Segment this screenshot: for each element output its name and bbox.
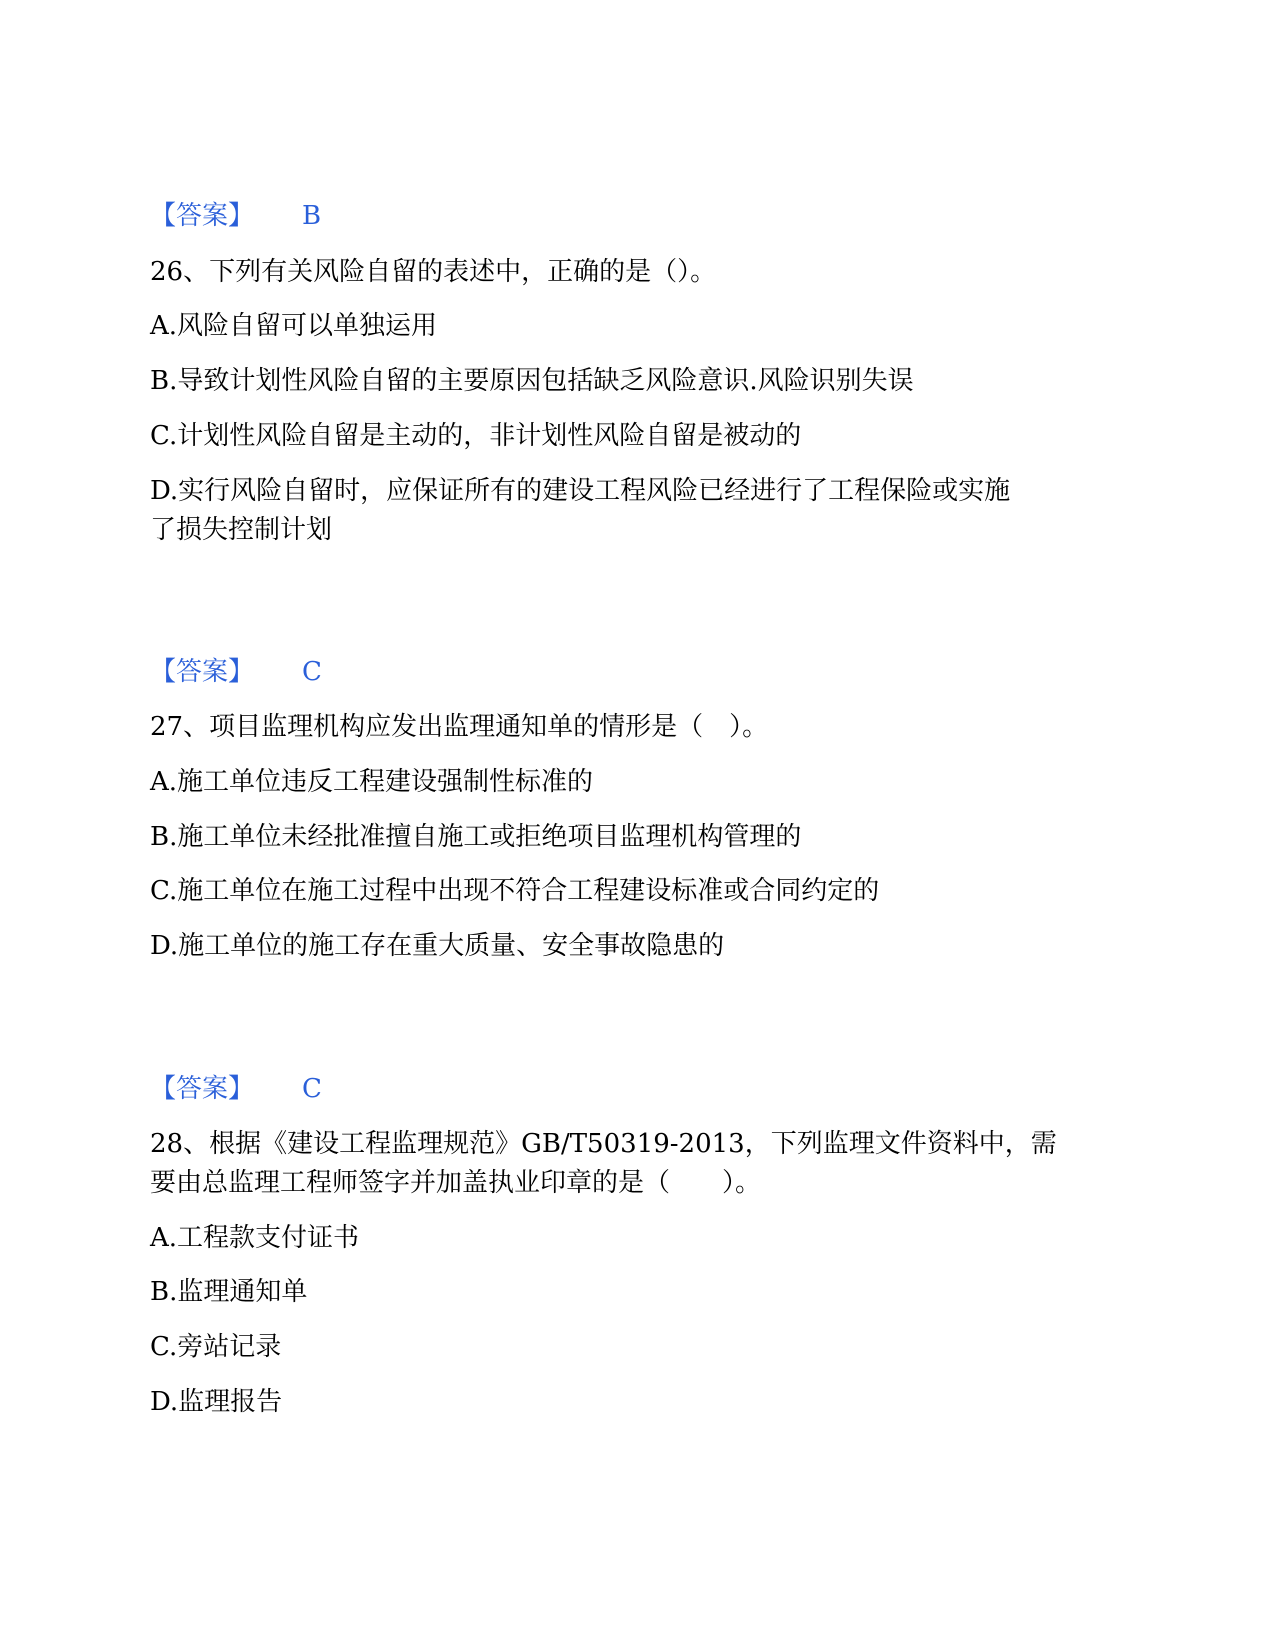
answer-value: C [302, 657, 322, 687]
question-26-option-b: B.导致计划性风险自留的主要原因包括缺乏风险意识.风险识别失误 [150, 366, 914, 396]
question-27-option-b: B.施工单位未经批准擅自施工或拒绝项目监理机构管理的 [150, 822, 802, 852]
answer-line [150, 196, 321, 236]
question-28-text-continued: 要由总监理工程师签字并加盖执业印章的是（ ）。 [150, 1168, 762, 1198]
question-26-option-c: C.计划性风险自留是主动的，非计划性风险自留是被动的 [150, 421, 802, 451]
question-28-option-c: C.旁站记录 [150, 1332, 282, 1362]
answer-label: 【答案】 [150, 1074, 255, 1104]
answer-label: 【答案】 [150, 657, 255, 687]
question-28-option-a: A.工程款支付证书 [150, 1223, 360, 1253]
question-28-option-d: D.监理报告 [150, 1387, 283, 1417]
question-28-text: 28、根据《建设工程监理规范》GB/T50319-2013，下列监理文件资料中，需 [150, 1129, 1057, 1159]
question-26-option-a: A.风险自留可以单独运用 [150, 311, 438, 341]
answer-line [150, 652, 322, 692]
answer-line [150, 1069, 322, 1109]
question-28-option-b: B.监理通知单 [150, 1277, 308, 1307]
question-27-option-a: A.施工单位违反工程建设强制性标准的 [150, 767, 594, 797]
question-27-option-d: D.施工单位的施工存在重大质量、安全事故隐患的 [150, 931, 725, 961]
question-26-option-d-continued: 了损失控制计划 [150, 515, 333, 545]
question-26-text: 26、下列有关风险自留的表述中，正确的是（）。 [150, 257, 717, 287]
question-27-option-c: C.施工单位在施工过程中出现不符合工程建设标准或合同约定的 [150, 876, 880, 906]
question-26-option-d: D.实行风险自留时，应保证所有的建设工程风险已经进行了工程保险或实施 [150, 476, 1011, 506]
question-27-text: 27、项目监理机构应发出监理通知单的情形是（ ）。 [150, 712, 769, 742]
answer-value: C [302, 1074, 322, 1104]
answer-label: 【答案】 [150, 201, 255, 231]
answer-value: B [302, 201, 322, 231]
